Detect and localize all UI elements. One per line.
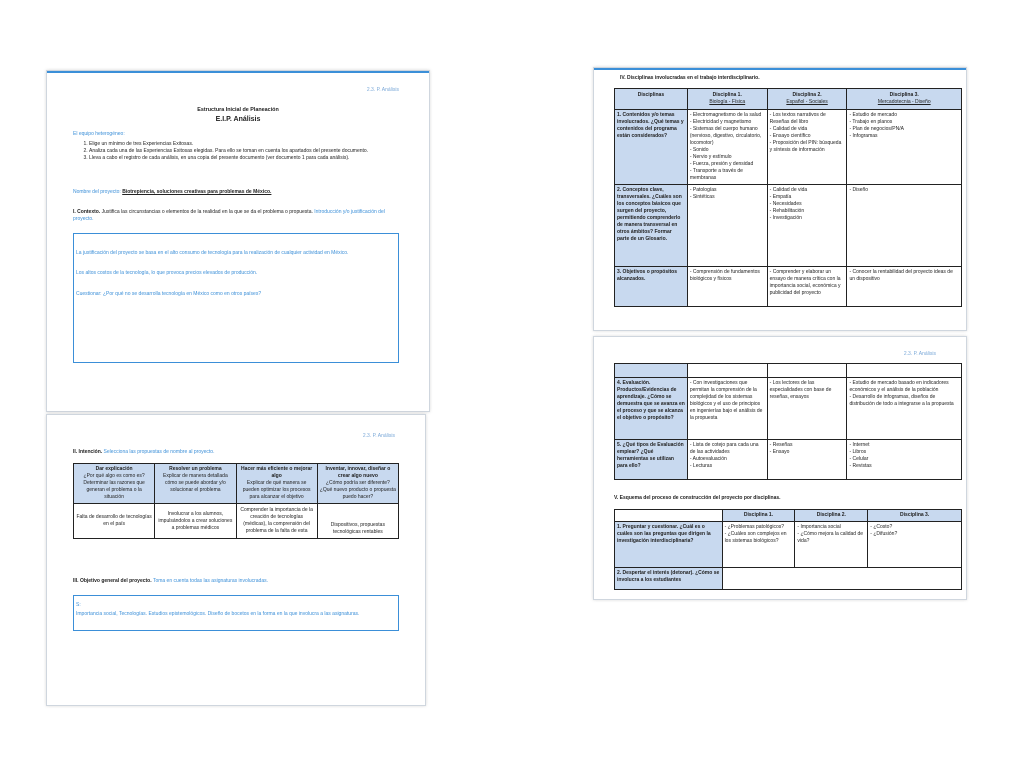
table-header-cell: Inventar, innovar, diseñar o crear algo nuevo ¿Cómo podría ser diferente? ¿Qué nuevo producto o propuesta puedo hacer? [317, 464, 398, 504]
table-cell[interactable]: - Patologías - Sintéticas [687, 185, 767, 267]
step-item: 1. Elige un mínimo de tres Experiencias Exitosas. [89, 141, 389, 148]
table-header-cell: Disciplina 2. Español - Sociales [767, 89, 847, 110]
disciplines-heading: IV. Disciplinas involucradas en el trabajo interdisciplinario. [620, 75, 760, 81]
project-label: Nombre del proyecto: [73, 189, 121, 195]
intention-label: II. Intención. [73, 449, 103, 455]
table-cell[interactable]: - Diseño [847, 185, 962, 267]
document-page-3 [593, 67, 967, 331]
context-answer-box[interactable] [73, 233, 399, 363]
page-top-border [47, 71, 429, 73]
project-line [73, 189, 271, 196]
table-row [615, 522, 962, 568]
table-row [615, 440, 962, 480]
table-cell[interactable]: - Los textos narrativos de Reseñas del libro - Calidad de vida - Ensayo científico - Proposición del PIN: búsqueda y síntesis de información [767, 110, 847, 185]
table-row [615, 110, 962, 185]
table-cell[interactable] [767, 364, 847, 378]
objective-answer-line: Importancia social, Tecnologías. Estudios epistemológicos. Diseño de bocetos en la forma en la que involucra a las asignaturas. [76, 611, 360, 617]
intention-line [73, 449, 214, 456]
document-page-2 [46, 414, 426, 706]
table-cell[interactable]: - Los lectores de las especialidades con base de reseñas, ensayos [767, 378, 847, 440]
objective-line [73, 578, 268, 585]
page-top-border [594, 68, 966, 70]
table-cell[interactable]: - Lista de cotejo para cada una de las actividades - Autoevaluación - Lecturas [687, 440, 767, 480]
table-cell[interactable] [687, 364, 767, 378]
table-header-cell [615, 510, 723, 522]
intention-table [73, 463, 399, 539]
table-cell[interactable]: - Comprender y elaborar un ensayo de manera crítica con la importancia social, económica y publicidad del proyecto [767, 267, 847, 307]
scheme-heading: V. Esquema del proceso de construcción del proyecto por disciplinas. [614, 495, 781, 501]
table-header-cell: Hacer más eficiente o mejorar algo Explicar de qué manera se pueden optimizar los procesos para alcanzar el objetivo [236, 464, 317, 504]
table-header-cell: Dar explicación ¿Por qué algo es como es? Determinar las razones que generan el problema o la situación [74, 464, 155, 504]
context-label: I. Contexto. [73, 209, 101, 215]
project-name: Biotrepiencia, soluciones creativas para problemas de México. [122, 189, 272, 195]
objective-answer-line: S: [76, 602, 81, 608]
table-cell[interactable]: - Internet - Libros - Celular - Revistas [847, 440, 962, 480]
table-row [615, 185, 962, 267]
table-row [615, 364, 962, 378]
table-cell[interactable]: Falta de desarrollo de tecnologías en el país [74, 504, 155, 539]
step-item: 2. Analiza cada una de las Experiencias Exitosas elegidas. Para ello se toman en cuenta los apartados del presente documento. [89, 148, 389, 155]
intention-hint: Selecciona las propuestas de nombre al proyecto. [102, 449, 215, 455]
context-text: Justifica las circunstancias o elementos de la realidad en la que se da el problema o propuesta. [100, 209, 313, 215]
team-label: El equipo heterogéneo: [73, 131, 125, 137]
objective-answer-box[interactable] [73, 595, 399, 631]
row-label-cell [615, 364, 688, 378]
document-page-4 [593, 336, 967, 600]
table-cell[interactable]: Involucrar a los alumnos, impulsándolos a crear soluciones a problemas médicos [155, 504, 236, 539]
steps-list [71, 141, 389, 162]
context-answer-line: Cuestionar: ¿Por qué no se desarrolla tecnología en México como en otros países? [76, 291, 262, 297]
table-cell[interactable]: - Comprensión de fundamentos biológicos y físicos [687, 267, 767, 307]
table-header-cell: Disciplinas [615, 89, 688, 110]
disciplines-table [614, 88, 962, 307]
table-cell[interactable] [722, 568, 961, 590]
context-paragraph [73, 209, 403, 223]
table-row [74, 504, 399, 539]
row-label-cell: 5. ¿Qué tipos de Evaluación emplear? ¿Qué herramientas se utilizan para ello? [615, 440, 688, 480]
document-page-1 [46, 70, 430, 412]
table-cell[interactable]: - Conocer la rentabilidad del proyecto ideas de un dispositivo [847, 267, 962, 307]
step-item: 3. Lleva a cabo el registro de cada análisis, en una copia del presente documento (ver documento 1 para cada análisis). [89, 155, 389, 162]
table-header-cell: Disciplina 1. [722, 510, 795, 522]
row-label-cell: 2. Despertar el interés (detonar). ¿Cómo se involucra a los estudiantes [615, 568, 723, 590]
page-header-label: 2.3. P. Análisis [362, 433, 395, 439]
table-header-row [615, 510, 962, 522]
table-header-cell: Disciplina 2. [795, 510, 868, 522]
context-answer-line: Los altos costos de la tecnología, lo que provoca precios elevados de producción. [76, 270, 258, 276]
table-header-cell: Disciplina 3. Mercadotecnia - Diseño [847, 89, 962, 110]
table-cell[interactable]: - Calidad de vida - Empatía - Necesidades - Rehabilitación - Investigación [767, 185, 847, 267]
table-cell[interactable]: - Reseñas - Ensayo [767, 440, 847, 480]
table-row [615, 267, 962, 307]
document-title: Estructura Inicial de Planeación [197, 107, 279, 113]
table-header-cell: Disciplina 3. [868, 510, 962, 522]
row-label-cell: 1. Preguntar y cuestionar. ¿Cuál es o cuáles son las preguntas que dirigen la investigación interdisciplinaria? [615, 522, 723, 568]
page-header-label: 2.3. P. Análisis [366, 87, 399, 93]
table-cell[interactable]: - ¿Costo? - ¿Difusión? [868, 522, 962, 568]
table-header-row [615, 89, 962, 110]
table-cell[interactable]: Dispositivos, propuestas tecnológicas rentables [317, 504, 398, 539]
table-header-row [74, 464, 399, 504]
page-header-label: 2.3. P. Análisis [903, 351, 936, 357]
row-label-cell: 1. Contenidos y/o temas involucrados. ¿Qué temas y contenidos del programa están considerados? [615, 110, 688, 185]
row-label-cell: 3. Objetivos o propósitos alcanzados. [615, 267, 688, 307]
table-header-cell: Disciplina 1. Biología - Física [687, 89, 767, 110]
table-cell[interactable]: - Estudio de mercado - Trabajo en planos - Plan de negocios/PN/A - Infogramas [847, 110, 962, 185]
table-row [615, 378, 962, 440]
table-cell[interactable]: - Electromagnetismo de la salud - Electricidad y magnetismo - Sistemas del cuerpo humano (nervioso, digestivo, circulatorio, locomotor) - Sonido - Nervio y estímulo - Fuerza, presión y densidad - Transporte a través de membranas [687, 110, 767, 185]
table-header-cell: Resolver un problema Explicar de manera detallada cómo se puede abordar y/o solucionar el problema [155, 464, 236, 504]
table-row [615, 568, 962, 590]
context-answer-line: La justificación del proyecto se basa en el alto consumo de tecnología para la realización de cualquier actividad en México. [76, 250, 349, 256]
scheme-table [614, 509, 962, 590]
evaluation-table [614, 363, 962, 480]
objective-label: III. Objetivo general del proyecto. [73, 578, 152, 584]
table-cell[interactable]: - Importancia social - ¿Cómo mejora la calidad de vida? [795, 522, 868, 568]
context-hint: Introducción y/o justificación del proyecto. [73, 209, 385, 222]
document-subtitle: E.I.P. Análisis [215, 116, 261, 123]
table-cell[interactable]: Comprender la importancia de la creación de tecnologías (médicas), la comprensión del problema de la falta de esta [236, 504, 317, 539]
table-cell[interactable]: - ¿Problemas patológicos? - ¿Cuáles son complejos en los sistemas biológicos? [722, 522, 795, 568]
row-label-cell: 4. Evaluación. Productos/Evidencias de aprendizaje. ¿Cómo se demuestra que se avanza en el proceso y que se alcanza el objetivo o propósito? [615, 378, 688, 440]
table-cell[interactable]: - Con investigaciones que permitan la comprensión de la complejidad de los sistemas biológicos y el uso de principios en ingenierías bajo el análisis de la propuesta [687, 378, 767, 440]
table-cell[interactable]: - Estudio de mercado basado en indicadores económicos y el análisis de la población - Desarrollo de infogramas, diseños de distribución de todo a integrarse a la propuesta [847, 378, 962, 440]
row-label-cell: 2. Conceptos clave, transversales. ¿Cuáles son los conceptos básicos que surgen del proyecto, permitiendo comprenderlo de manera transversal en otros ámbitos? Formar parte de un Glosario. [615, 185, 688, 267]
objective-hint: Toma en cuenta todas las asignaturas involucradas. [151, 578, 269, 584]
table-cell[interactable] [847, 364, 962, 378]
